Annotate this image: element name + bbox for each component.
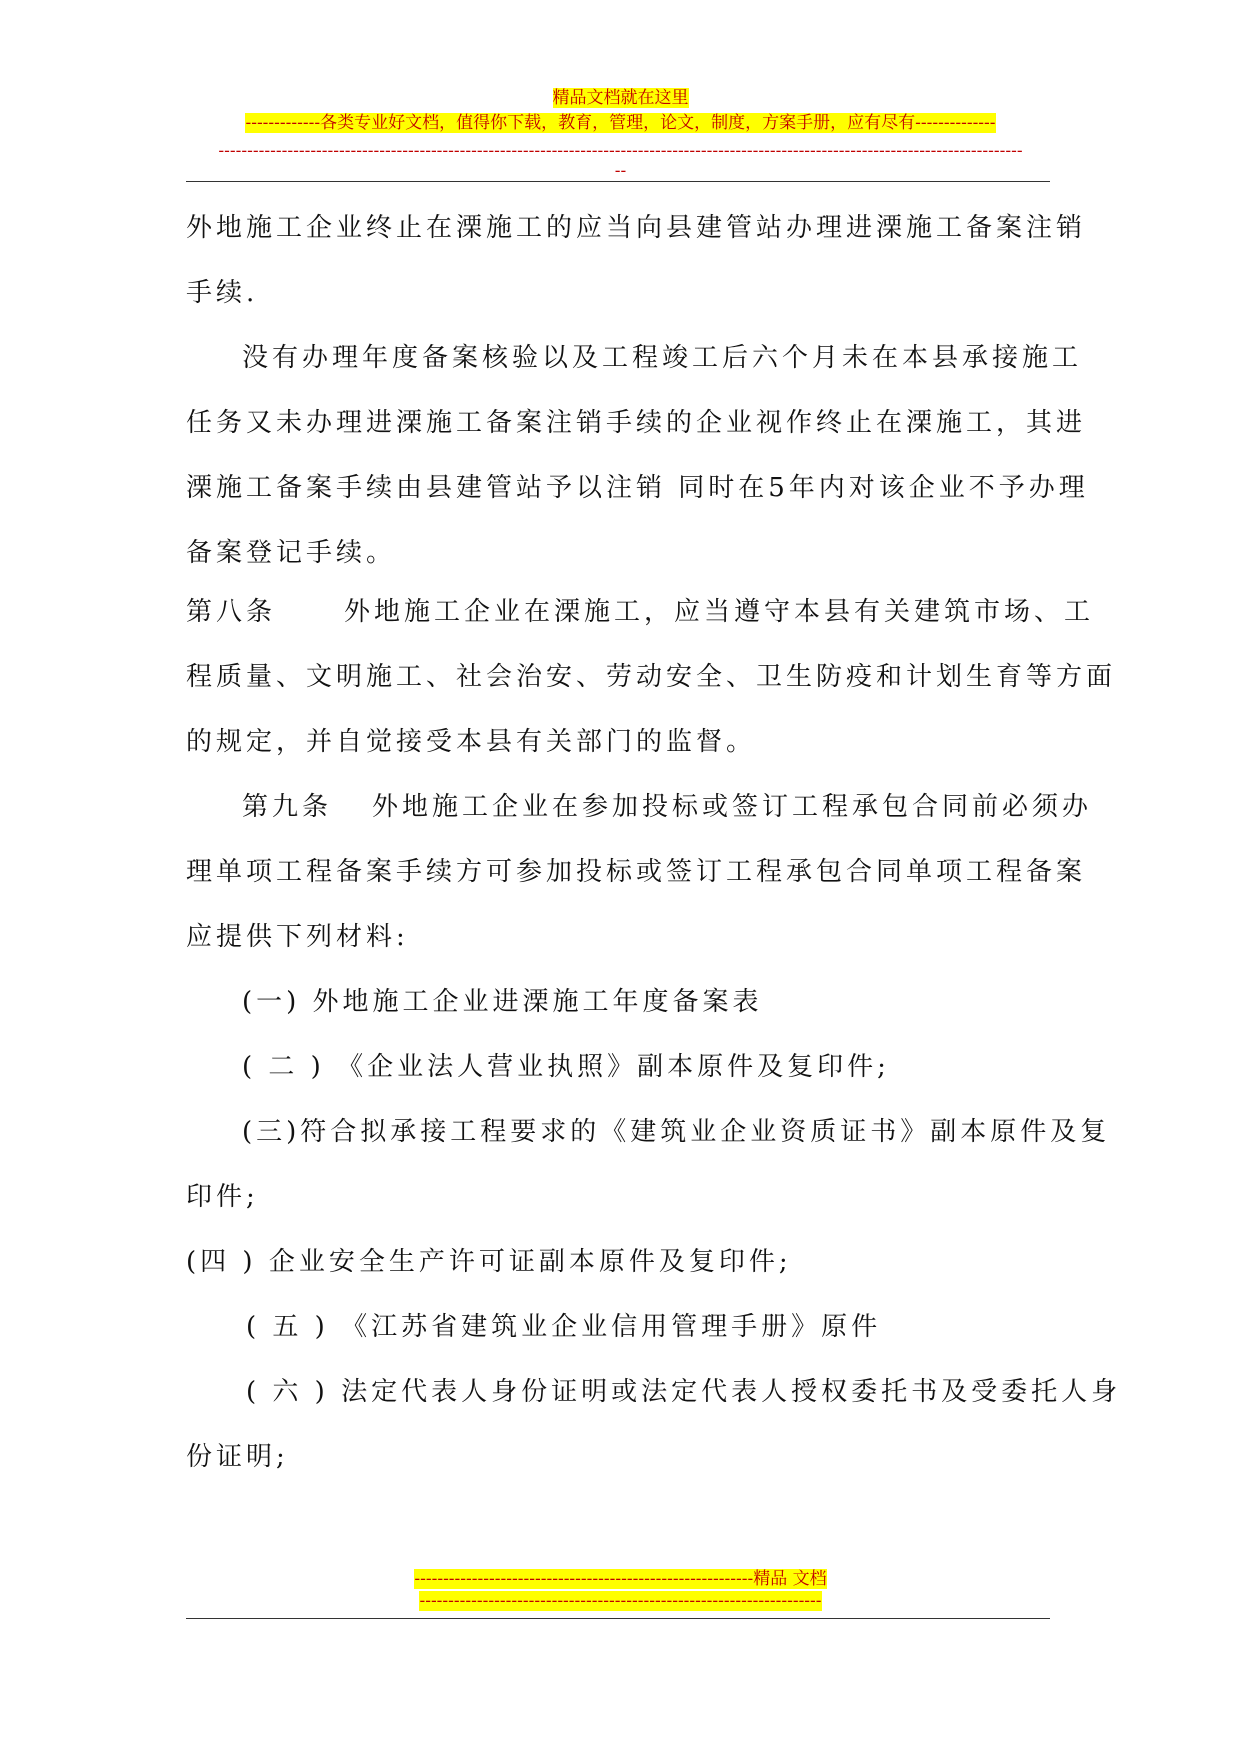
article-8-label: 第八条	[186, 597, 277, 627]
footer-line-2	[0, 1590, 1241, 1612]
footer-line-2-text: ----------------------------------------------------------------------	[419, 1591, 822, 1611]
header-subtitle-text: -------------各类专业好文档，值得你下载，教育，管理，论文，制度，方案手册，应有尽有--------------	[245, 113, 996, 133]
list-item-1	[186, 986, 1072, 1018]
list-item-3	[186, 1116, 1111, 1213]
document-body	[186, 212, 1122, 1506]
text-line: ( 六 ) 法定代表人身份证明或法定代表人授权委托书及受委托人身	[246, 1377, 1122, 1407]
footer-line-1	[0, 1568, 1241, 1590]
footer-rule	[186, 1618, 1050, 1619]
list-item-2	[186, 1051, 1072, 1083]
text-line: 份证明;	[186, 1442, 289, 1472]
header-rule	[186, 181, 1050, 182]
paragraph-termination	[186, 342, 1089, 569]
header-dash-line-end	[0, 160, 1241, 182]
text-line: (三)符合拟承接工程要求的《建筑业企业资质证书》副本原件及复	[242, 1117, 1111, 1147]
header-dash-line-text: --------------------------------------------------------------------------------------------------------------------------------------------	[218, 141, 1023, 161]
text-line: (四 ) 企业安全生产许可证副本原件及复印件;	[186, 1247, 792, 1277]
text-line: 任务又未办理进溧施工备案注销手续的企业视作终止在溧施工，其进	[186, 408, 1087, 438]
footer-line-1-text: -----------------------------------------------------------精品 文档	[414, 1569, 827, 1589]
article-8	[186, 596, 1117, 758]
paragraph-cancellation	[186, 212, 1087, 309]
header-dash-line-end-text: --	[614, 161, 627, 181]
text-line: ( 二 ) 《企业法人营业执照》副本原件及复印件;	[242, 1052, 890, 1082]
header-subtitle	[0, 112, 1241, 134]
text-line: 应提供下列材料:	[186, 922, 409, 952]
text-line: 备案登记手续。	[186, 538, 397, 568]
list-item-4	[186, 1246, 1072, 1278]
text-line: 手续.	[186, 278, 259, 308]
article-9-label: 第九条	[242, 792, 333, 822]
text-line: 印件;	[186, 1182, 259, 1212]
text-line: 没有办理年度备案核验以及工程竣工后六个月未在本县承接施工	[242, 343, 1083, 373]
text-line: 的规定，并自觉接受本县有关部门的监督。	[186, 727, 757, 757]
text-line: 程质量、文明施工、社会治安、劳动安全、卫生防疫和计划生育等方面	[186, 662, 1117, 692]
text-line: ( 五 ) 《江苏省建筑业企业信用管理手册》原件	[246, 1312, 882, 1342]
text-line: 外地施工企业终止在溧施工的应当向县建管站办理进溧施工备案注销	[186, 213, 1087, 243]
header-dash-line	[0, 140, 1241, 162]
text-line: 溧施工备案手续由县建管站予以注销 同时在5年内对该企业不予办理	[186, 473, 1089, 503]
list-item-5	[186, 1311, 1072, 1343]
header-title-text: 精品文档就在这里	[552, 88, 689, 108]
text-line: (一) 外地施工企业进溧施工年度备案表	[242, 987, 763, 1017]
text-line	[186, 596, 1095, 628]
article-9	[186, 791, 1093, 953]
list-item-6	[186, 1376, 1122, 1473]
text-line	[186, 791, 1093, 823]
article-9-text: 外地施工企业在参加投标或签订工程承包合同前必须办	[372, 792, 1093, 822]
text-line: 理单项工程备案手续方可参加投标或签订工程承包合同单项工程备案	[186, 857, 1087, 887]
header-title	[0, 87, 1241, 109]
article-8-text: 外地施工企业在溧施工，应当遵守本县有关建筑市场、工	[344, 597, 1095, 627]
